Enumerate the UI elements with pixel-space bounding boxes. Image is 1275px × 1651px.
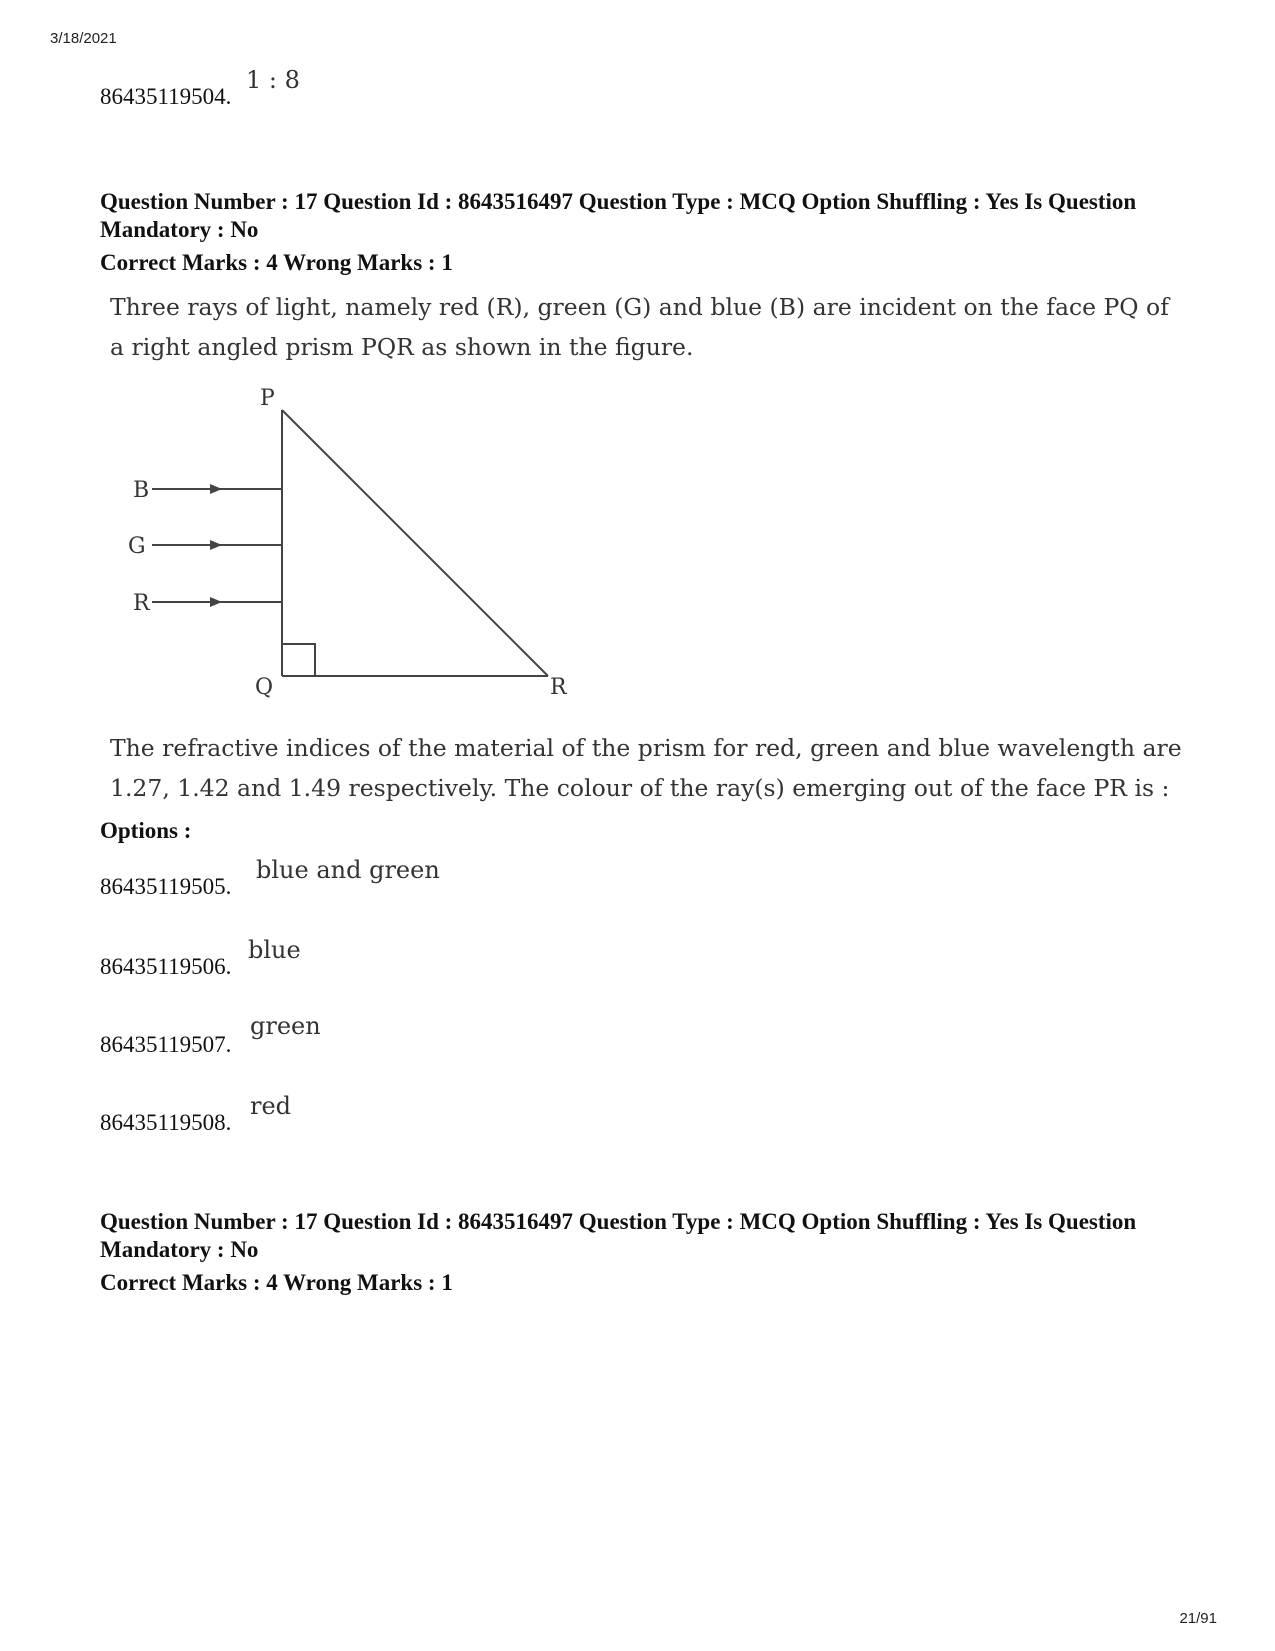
question-text-intro: Three rays of light, namely red (R), green (G) and blue (B) are incident on the face PQ of a right angled prism PQR as shown in the figure.: [110, 293, 1169, 361]
prev-option-id: 86435119504.: [100, 84, 232, 109]
option-4-id: 86435119508.: [100, 1110, 232, 1135]
option-1-text: blue and green: [256, 856, 440, 884]
vertex-r-label: R: [550, 675, 567, 700]
question-marks: Correct Marks : 4 Wrong Marks : 1: [100, 250, 453, 275]
option-2-text: blue: [248, 936, 301, 964]
option-2-id: 86435119506.: [100, 954, 232, 979]
vertex-q-label: Q: [255, 675, 274, 700]
vertex-p-label: P: [260, 386, 275, 411]
option-1-id: 86435119505.: [100, 874, 232, 899]
ray-g-label: G: [128, 534, 146, 559]
print-date: 3/18/2021: [50, 30, 117, 47]
question-header: Question Number : 17 Question Id : 8643516497 Question Type : MCQ Option Shuffling : Yes Is Question Mandatory : No: [100, 189, 1137, 242]
options-label: Options :: [100, 818, 192, 843]
ray-r-label: R: [133, 591, 150, 616]
question-text-body: The refractive indices of the material of the prism for red, green and blue wavelength are 1.27, 1.42 and 1.49 respectively. The colour of the ray(s) emerging out of the face PR is :: [110, 734, 1182, 802]
ray-b-label: B: [133, 478, 150, 503]
option-3-id: 86435119507.: [100, 1032, 232, 1057]
next-question-header: Question Number : 17 Question Id : 8643516497 Question Type : MCQ Option Shuffling : Yes Is Question Mandatory : No: [100, 1209, 1137, 1262]
next-question-marks: Correct Marks : 4 Wrong Marks : 1: [100, 1270, 453, 1295]
face-pr: [282, 410, 548, 676]
right-angle-mark: [282, 644, 315, 676]
option-3-text: green: [250, 1012, 321, 1040]
page-number: 21/91: [1179, 1610, 1217, 1627]
prev-option-text: 1 : 8: [246, 66, 300, 94]
ray-green-arrow-icon: [210, 540, 222, 550]
ray-blue-arrow-icon: [210, 484, 222, 494]
option-4-text: red: [250, 1092, 292, 1120]
ray-red-arrow-icon: [210, 597, 222, 607]
